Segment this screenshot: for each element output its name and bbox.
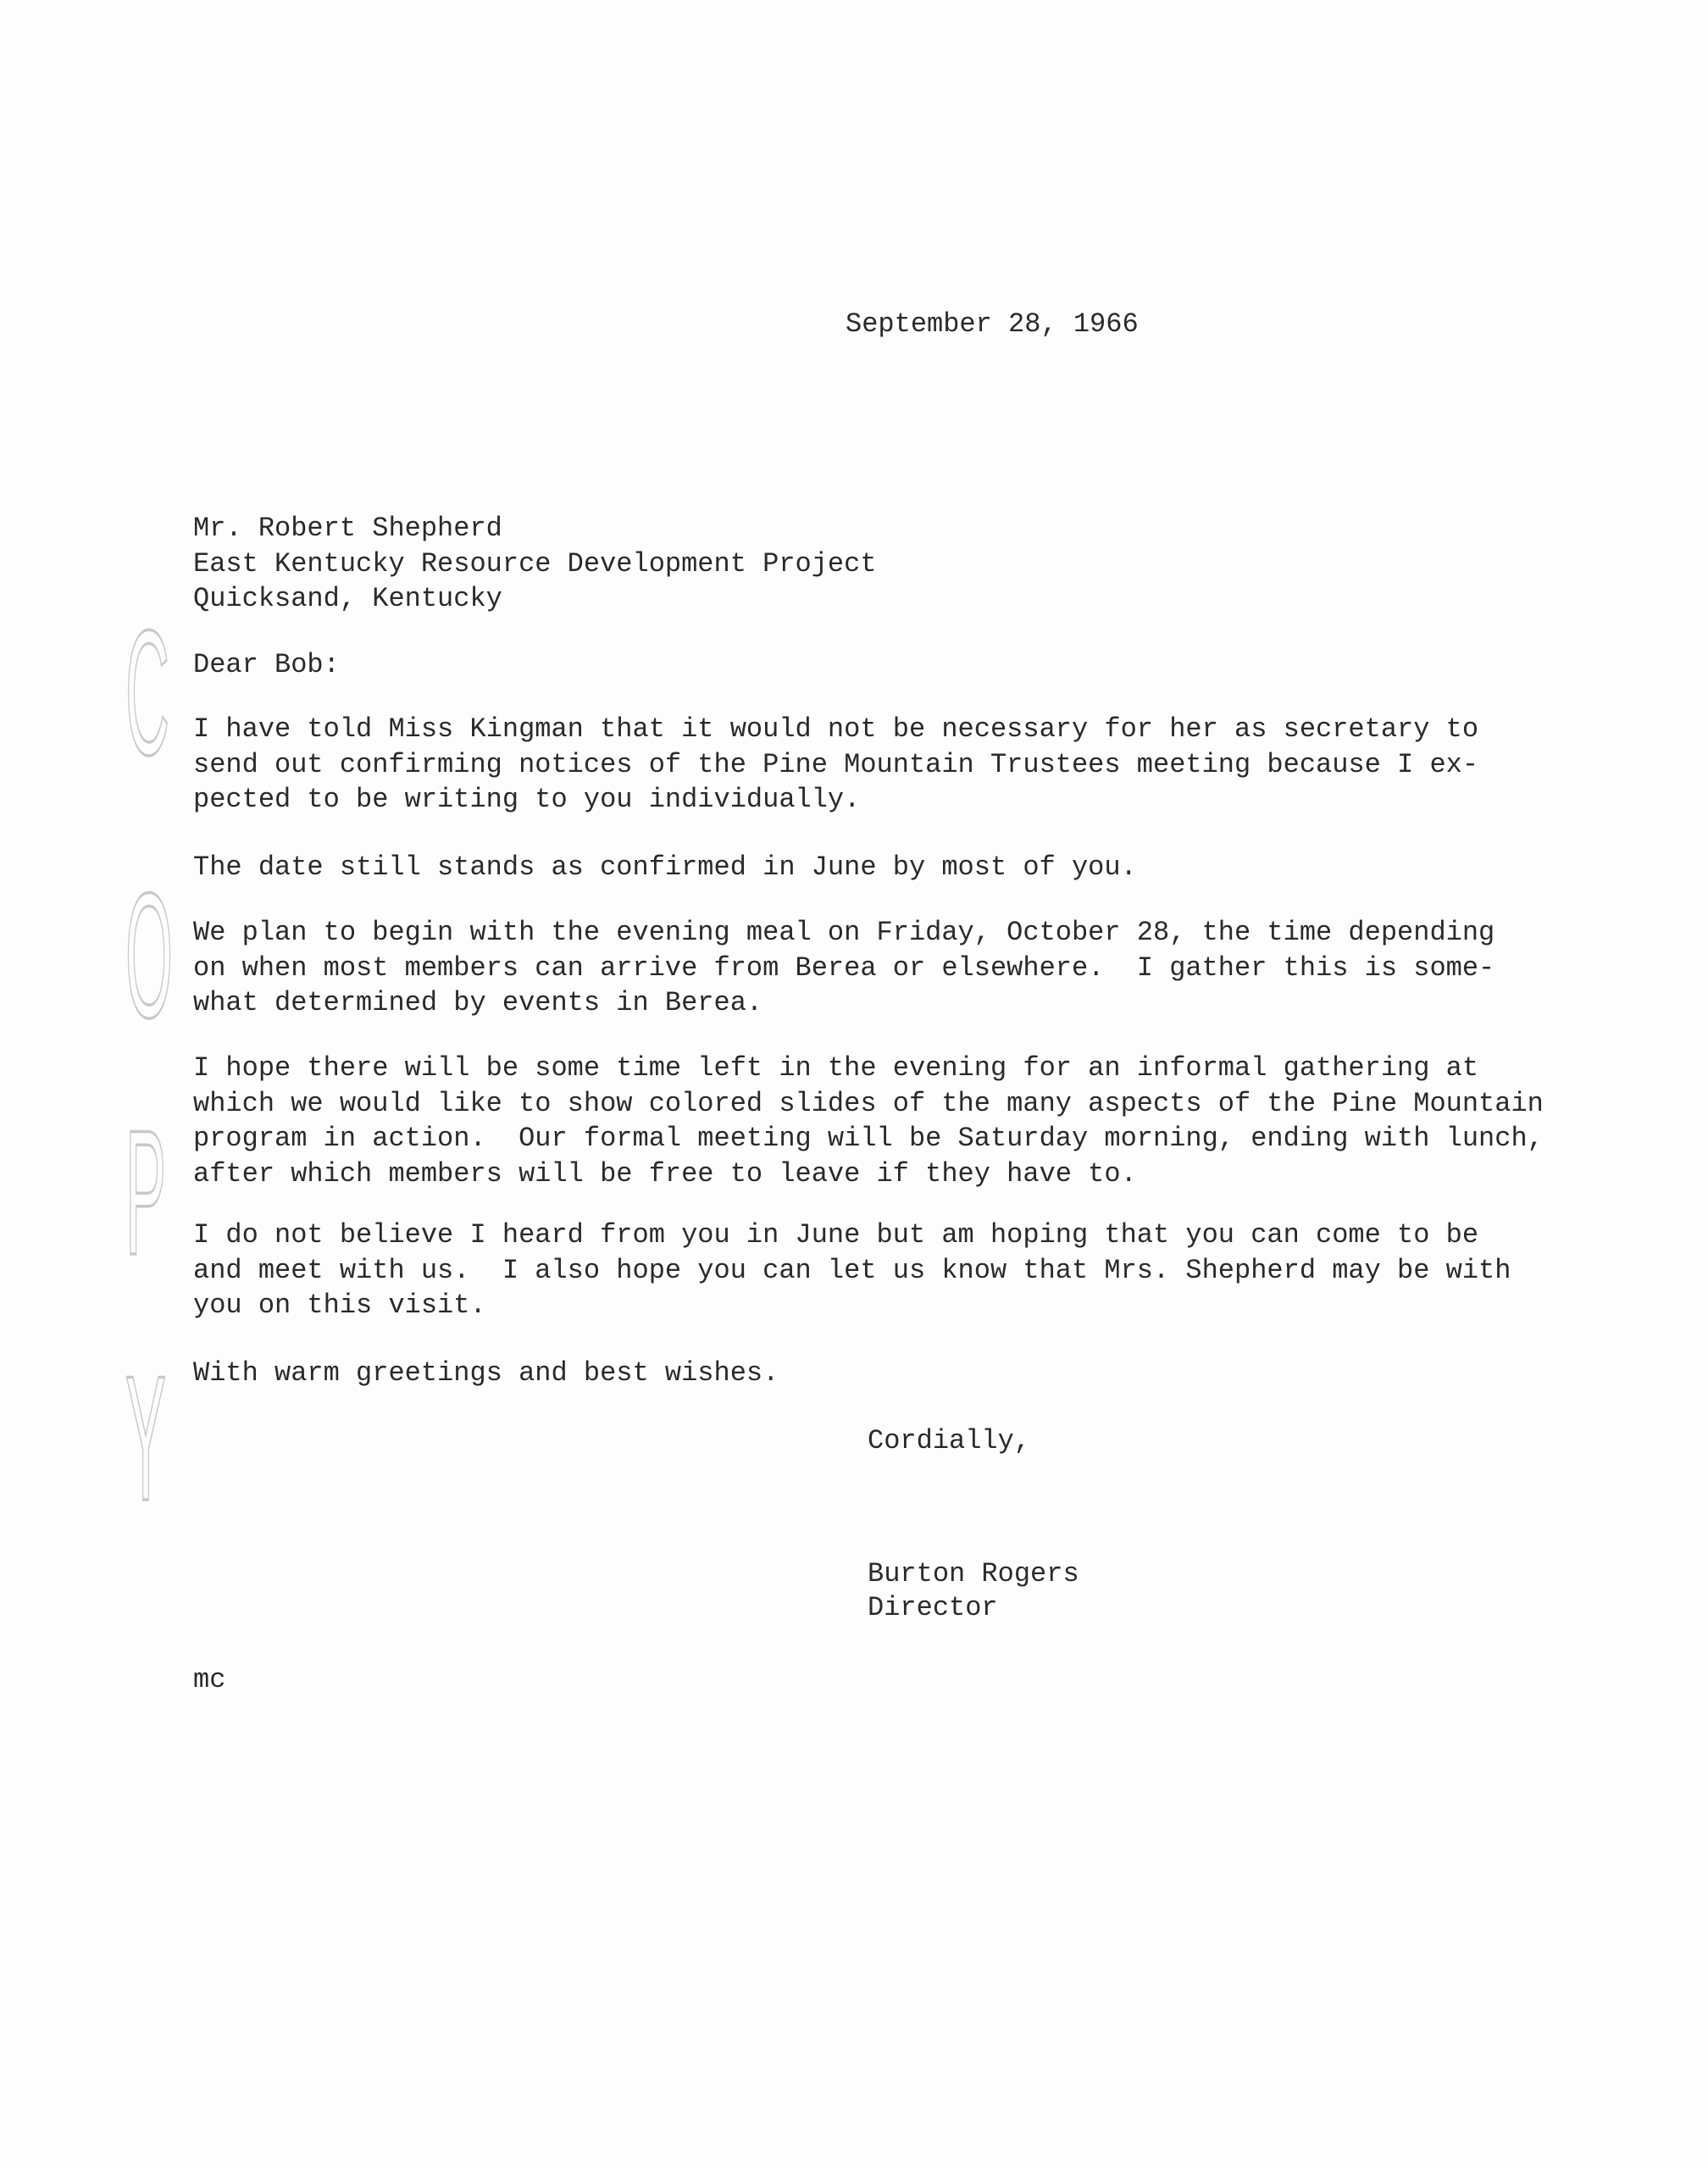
paragraph-5 [193,1218,1511,1323]
paragraph-line: I do not believe I heard from you in June but am hoping that you can come to be [193,1219,1479,1251]
paragraph-line: I hope there will be some time left in the evening for an informal gathering at [193,1052,1479,1084]
salutation: Dear Bob: [193,649,340,680]
paragraph-line: send out confirming notices of the Pine Mountain Trustees meeting because I ex- [193,748,1479,780]
paragraph-2 [193,850,1137,885]
paragraph-line: We plan to begin with the evening meal on Friday, October 28, the time depending [193,917,1495,948]
paragraph-line: I have told Miss Kingman that it would not be necessary for her as secretary to [193,713,1479,745]
paragraph-line: pected to be writing to you individually. [193,784,861,815]
paragraph-3 [193,915,1494,1021]
paragraph-line: and meet with us. I also hope you can let us know that Mrs. Shepherd may be with [193,1254,1511,1286]
signer-name: Burton Rogers [868,1558,1079,1589]
stamp-letter-p: P [125,1094,167,1293]
paragraph-6 [193,1356,779,1391]
stamp-letter-o: O [125,857,174,1056]
address-line: East Kentucky Resource Development Project [193,547,877,580]
paragraph-line: what determined by events in Berea. [193,987,763,1018]
paragraph-4 [193,1051,1544,1191]
stamp-letter-y: Y [125,1340,167,1517]
typist-initials: mc [193,1664,226,1695]
closing: Cordially, [868,1425,1031,1456]
letter-date: September 28, 1966 [846,308,1139,340]
paragraph-line: With warm greetings and best wishes. [193,1357,779,1389]
paragraph-line: after which members will be free to leave if they have to. [193,1157,1137,1190]
address-line: Mr. Robert Shepherd [193,513,502,544]
paragraph-line: you on this visit. [193,1290,486,1321]
paragraph-line: The date still stands as confirmed in June by most of you. [193,852,1137,883]
paragraph-line: program in action. Our formal meeting will be Saturday morning, ending with lunch, [193,1123,1544,1154]
recipient-address [193,511,877,617]
paragraph-line: which we would like to show colored slides of the many aspects of the Pine Mountain [193,1087,1544,1119]
signer-title: Director [868,1592,998,1623]
copy-stamp [119,559,203,1517]
paragraph-1 [193,712,1478,818]
address-line: Quicksand, Kentucky [193,583,502,614]
paragraph-line: on when most members can arrive from Berea or elsewhere. I gather this is some- [193,951,1495,984]
stamp-letter-c: C [125,594,169,793]
